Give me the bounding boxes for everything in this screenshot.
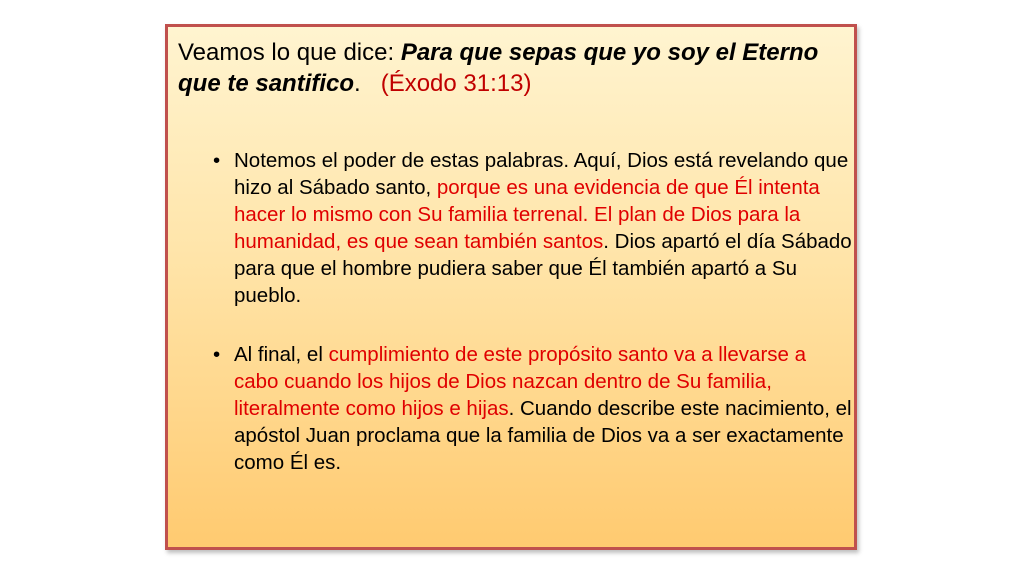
bullet-list [213, 147, 854, 508]
slide-heading [178, 37, 838, 99]
heading-quote: Para que sepas que yo soy el Eterno que te santifico [178, 39, 819, 97]
bullet-item-1 [213, 147, 854, 309]
bullet-item-2 [213, 341, 854, 476]
bullet-1-text-end: . Dios apartó el día Sábado para que el hombre pudiera saber que Él también apartó a Su pueblo. [234, 230, 852, 307]
bullet-1-highlight: porque es una evidencia de que Él intenta hacer lo mismo con Su familia terrenal. El plan de Dios para la humanidad, es que sean también santos [234, 176, 820, 253]
bullet-dot-icon: • [213, 343, 221, 366]
bullet-dot-icon: • [213, 149, 221, 172]
heading-reference: (Éxodo 31:13) [380, 70, 532, 97]
heading-period: . [354, 70, 361, 97]
bullet-2-highlight: cumplimiento de este propósito santo va a llevarse a cabo cuando los hijos de Dios nazcan dentro de Su familia, literalmente como hijos e hijas [234, 343, 807, 420]
content-card [165, 24, 857, 550]
heading-intro: Veamos lo que dice: [178, 39, 401, 66]
bullet-2-text-start: Al final, el [234, 343, 329, 366]
bullet-2-text-end: . Cuando describe este nacimiento, el apóstol Juan proclama que la familia de Dios va a ser exactamente como Él es. [234, 397, 852, 474]
bullet-1-text-start: Notemos el poder de estas palabras. Aquí, Dios está revelando que hizo al Sábado santo, [234, 149, 849, 199]
